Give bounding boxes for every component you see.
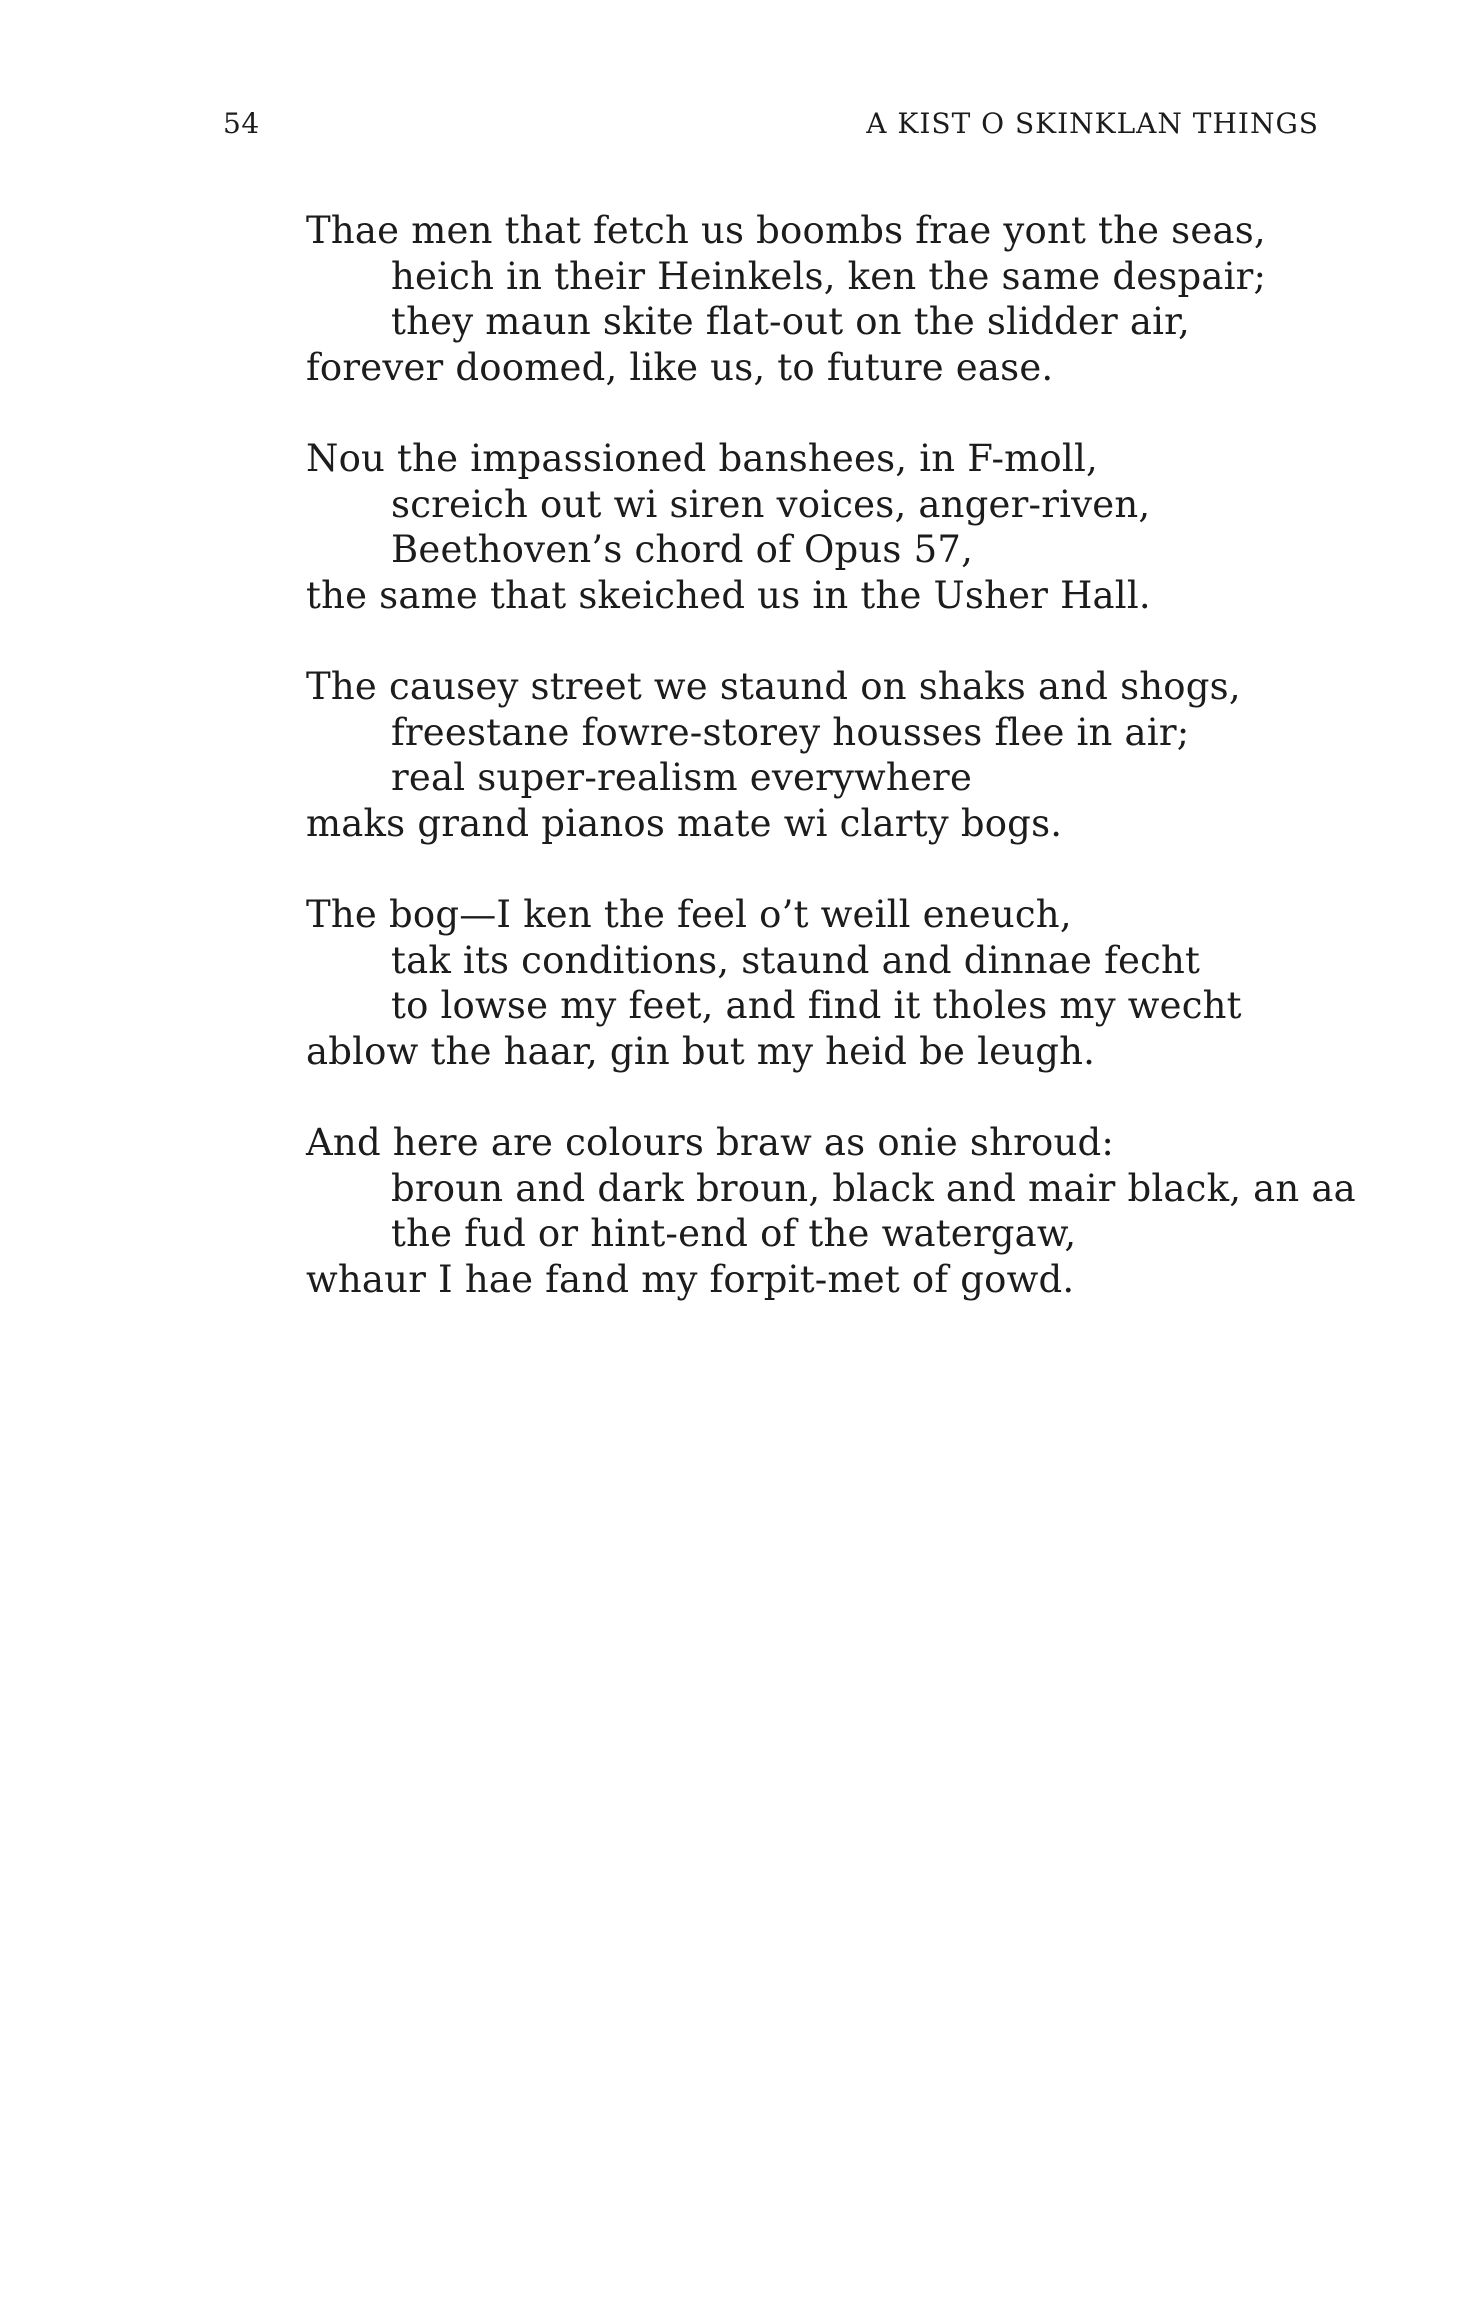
stanza-3 bbox=[306, 664, 1336, 846]
running-head bbox=[223, 104, 1319, 144]
stanza-2 bbox=[306, 436, 1336, 618]
stanza-1 bbox=[306, 208, 1336, 390]
poem-line: freestane fowre-storey housses flee in air; bbox=[391, 710, 1190, 754]
poem-line: whaur I hae fand my forpit-met of gowd. bbox=[306, 1257, 1075, 1301]
poem-line: The bog—I ken the feel o’t weill eneuch, bbox=[306, 893, 1072, 936]
poem-line: screich out wi siren voices, anger-riven, bbox=[391, 482, 1151, 526]
poem-line: The causey street we staund on shaks and shogs, bbox=[306, 665, 1241, 708]
page-number: 54 bbox=[223, 107, 260, 140]
stanza-5 bbox=[306, 1120, 1356, 1302]
poem-line: And here are colours braw as onie shroud: bbox=[306, 1121, 1115, 1164]
poem-line: heich in their Heinkels, ken the same despair; bbox=[391, 254, 1267, 298]
poem-line: maks grand pianos mate wi clarty bogs. bbox=[306, 801, 1063, 845]
stanza-4 bbox=[306, 892, 1336, 1074]
poem-line: Beethoven’s chord of Opus 57, bbox=[391, 528, 974, 571]
book-title: A KIST O SKINKLAN THINGS bbox=[866, 107, 1319, 140]
poem-line: they maun skite flat-out on the slidder air, bbox=[391, 300, 1190, 343]
poem bbox=[306, 208, 1356, 1348]
poem-line: real super-realism everywhere bbox=[391, 756, 973, 799]
poem-line: tak its conditions, staund and dinnae fecht bbox=[391, 938, 1201, 982]
poem-line: Thae men that fetch us boombs frae yont the seas, bbox=[306, 209, 1266, 252]
poem-line: ablow the haar, gin but my heid be leugh. bbox=[306, 1029, 1096, 1073]
poem-line: the same that skeiched us in the Usher Hall. bbox=[306, 573, 1151, 617]
poem-line: to lowse my feet, and find it tholes my wecht bbox=[391, 984, 1242, 1027]
poem-line: forever doomed, like us, to future ease. bbox=[306, 345, 1054, 389]
poem-line: Nou the impassioned banshees, in F-moll, bbox=[306, 437, 1098, 480]
poem-line: broun and dark broun, black and mair black, an aa bbox=[391, 1166, 1356, 1210]
poem-line: the fud or hint-end of the watergaw, bbox=[391, 1212, 1077, 1255]
